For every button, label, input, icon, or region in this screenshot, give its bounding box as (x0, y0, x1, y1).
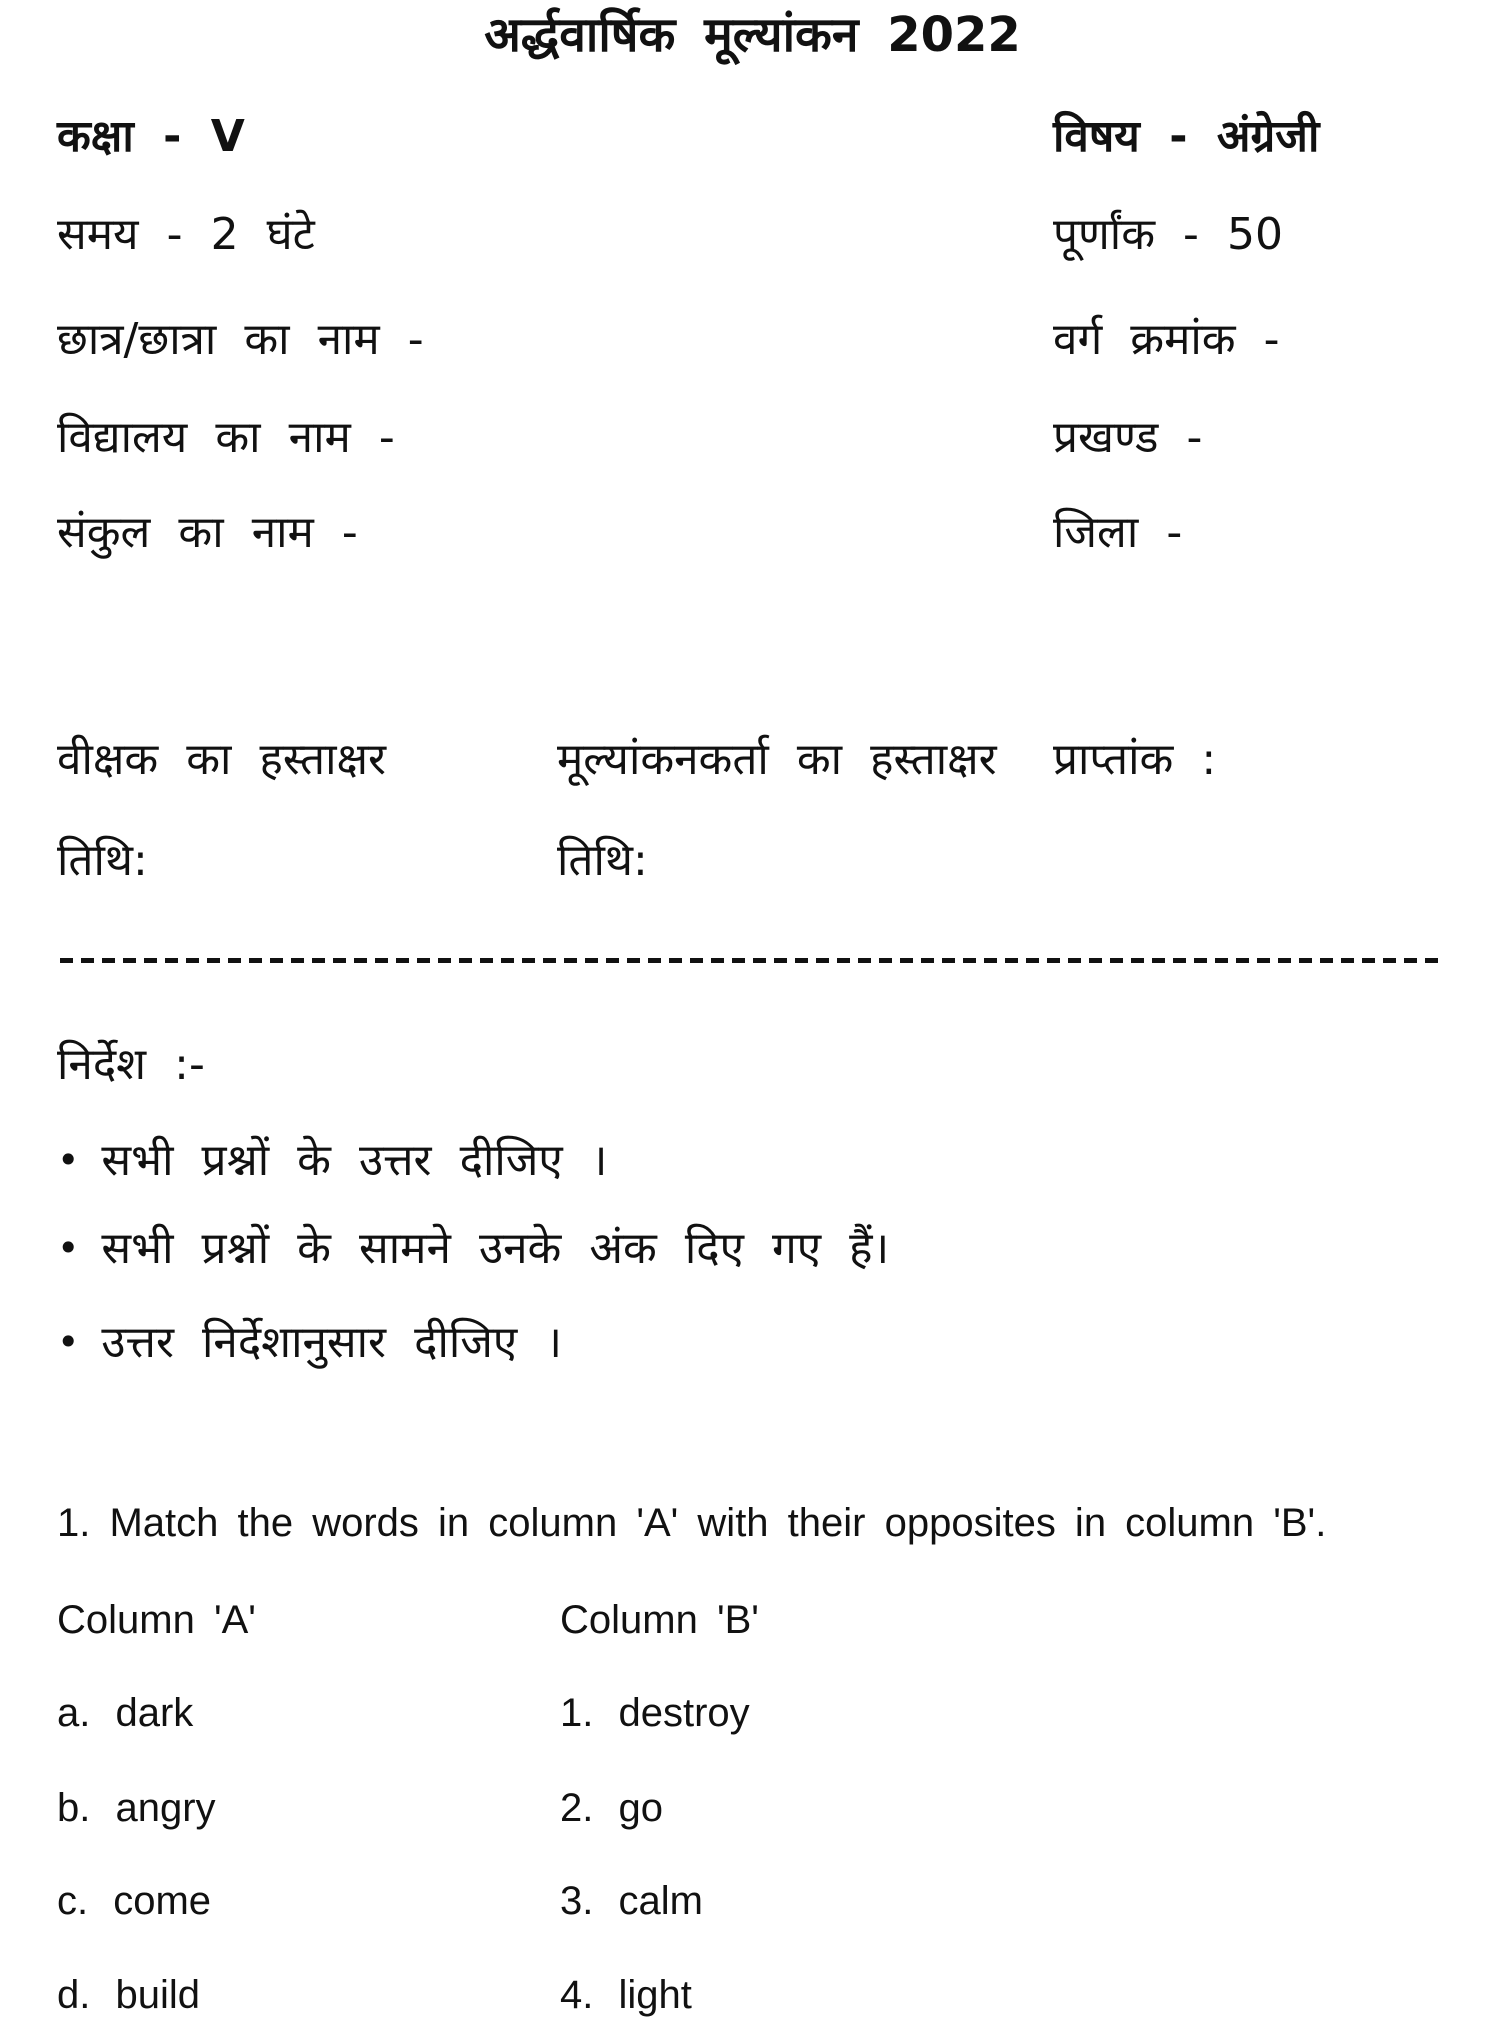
column-a-header: Column 'A' (57, 1598, 256, 1642)
column-b-item: 4. light (560, 1973, 692, 2017)
column-b-item: 3. calm (560, 1879, 703, 1923)
instruction-text: उत्तर निर्देशानुसार दीजिए । (101, 1317, 562, 1368)
field-class: कक्षा - V (57, 111, 245, 162)
column-b-header: Column 'B' (560, 1598, 759, 1642)
field-subject: विषय - अंग्रेजी (1053, 111, 1320, 162)
field-cluster-name: संकुल का नाम - (57, 507, 358, 558)
column-b-item: 2. go (560, 1786, 663, 1830)
column-a-item: c. come (57, 1879, 212, 1923)
marks-obtained-label: प्राप्तांक : (1053, 734, 1217, 785)
instruction-item (57, 1224, 889, 1275)
instruction-item (57, 1136, 607, 1187)
field-block: प्रखण्ड - (1053, 412, 1203, 463)
field-student-name: छात्र/छात्रा का नाम - (57, 314, 424, 365)
bullet-icon: • (57, 1320, 80, 1364)
field-roll-number: वर्ग क्रमांक - (1053, 314, 1280, 365)
field-school-name: विद्यालय का नाम - (57, 412, 395, 463)
column-a-item: d. build (57, 1973, 200, 2017)
instruction-text: सभी प्रश्नों के उत्तर दीजिए । (101, 1135, 608, 1186)
page-title: अर्द्धवार्षिक मूल्यांकन 2022 (484, 7, 1021, 63)
instruction-item (57, 1318, 562, 1369)
date-label-left: तिथि: (57, 835, 148, 886)
field-time: समय - 2 घंटे (57, 209, 315, 260)
column-a-item: a. dark (57, 1691, 194, 1735)
bullet-icon: • (57, 1226, 80, 1270)
dashed-divider-line (60, 958, 1445, 963)
field-district: जिला - (1053, 507, 1183, 558)
instruction-text: सभी प्रश्नों के सामने उनके अंक दिए गए हैं। (101, 1223, 890, 1274)
column-b-item: 1. destroy (560, 1691, 750, 1735)
invigilator-signature-label: वीक्षक का हस्ताक्षर (57, 734, 387, 785)
question-1-text: 1. Match the words in column 'A' with their opposites in column 'B'. (57, 1501, 1327, 1545)
bullet-icon: • (57, 1138, 80, 1182)
date-label-right: तिथि: (557, 835, 648, 886)
evaluator-signature-label: मूल्यांकनकर्ता का हस्ताक्षर (557, 734, 997, 785)
field-full-marks: पूर्णांक - 50 (1053, 209, 1283, 260)
column-a-item: b. angry (57, 1786, 216, 1830)
instructions-heading: निर्देश :- (57, 1039, 205, 1090)
